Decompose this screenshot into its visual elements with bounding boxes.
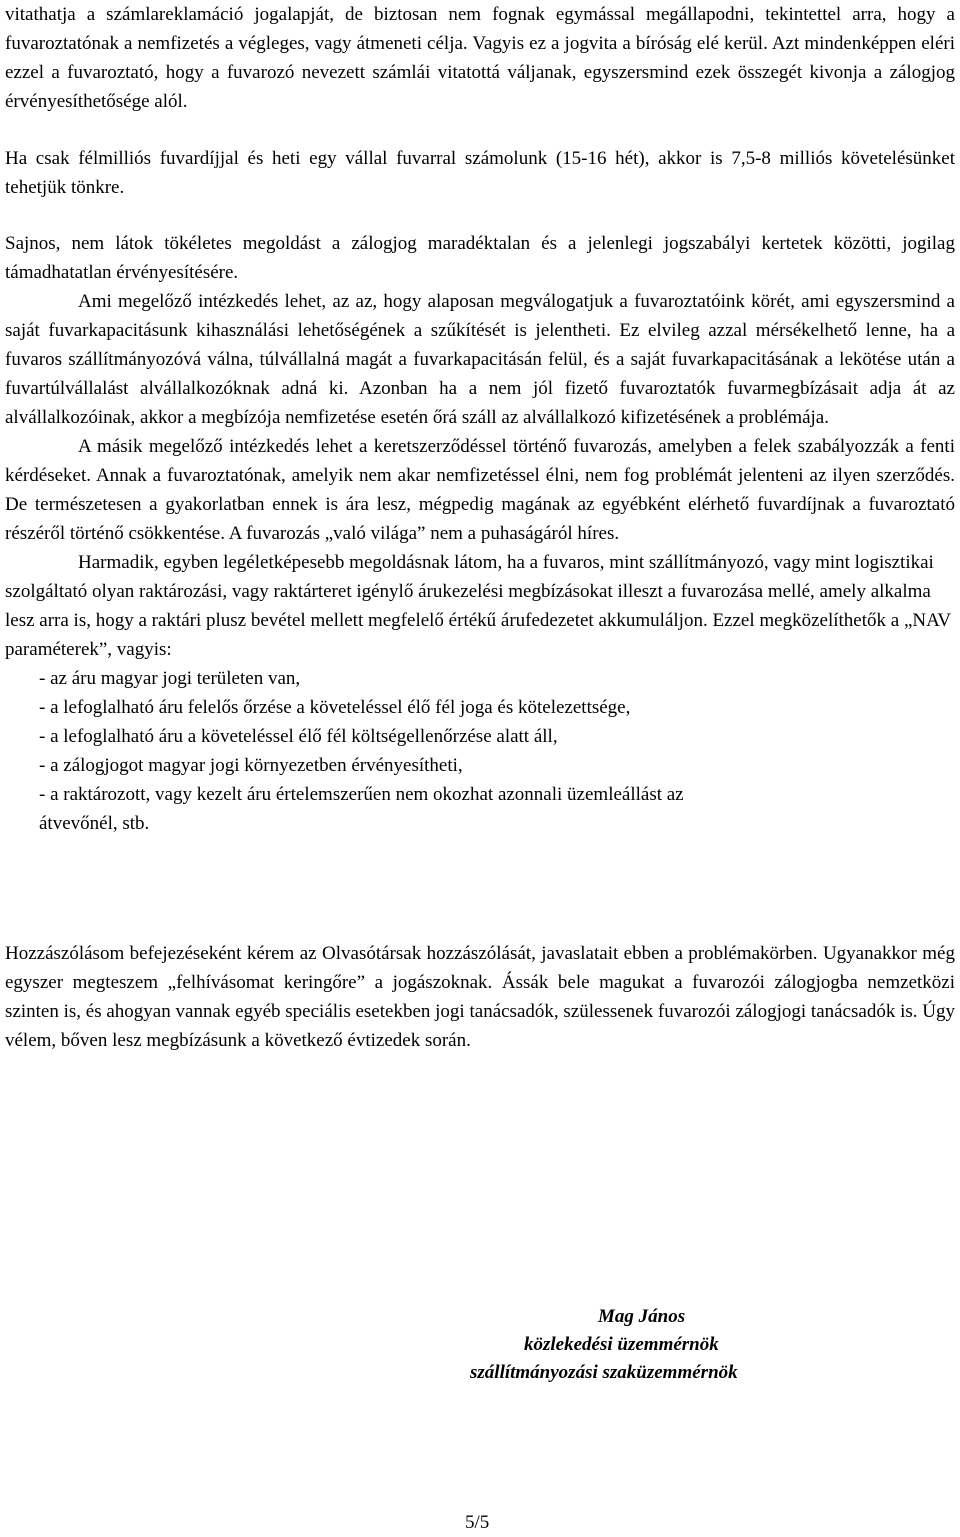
- list-item: - az áru magyar jogi területen van,: [39, 668, 301, 689]
- author-name: Mag János: [598, 1306, 686, 1327]
- paragraph-2: Ha csak félmilliós fuvardíjjal és heti egy vállal fuvarral számolunk (15-16 hét), akkor is 7,5-8 milliós követelésünket tehetjük tönkre.: [5, 148, 955, 198]
- list-item: - a lefoglalható áru a követeléssel élő fél költségellenőrzése alatt áll,: [39, 726, 558, 747]
- paragraph-5: A másik megelőző intézkedés lehet a keretszerződéssel történő fuvarozás, amelyben a felek szabályozzák a fenti kérdéseket. Annak a fuvaroztatónak, amelyik nem akar nemfizetéssel élni, nem fog problémát jelenteni az ilyen szerződés. De természetesen a gyakorlatban ennek is ára lesz, mégpedig magának az egyébként elérhető fuvardíjnak a fuvaroztató részéről történő csökkentése. A fuvarozás „való világa” nem a puhaságáról híres.: [5, 436, 955, 544]
- list-item: - a raktározott, vagy kezelt áru értelemszerűen nem okozhat azonnali üzemleállást az: [39, 784, 684, 805]
- list-item-continuation: átvevőnél, stb.: [39, 813, 150, 834]
- paragraph-4: Ami megelőző intézkedés lehet, az az, hogy alaposan megválogatjuk a fuvaroztatóink körét, ami egyszersmind a saját fuvarkapacitásunk kihasználási lehetőségének a szűkítését is jelentheti. Ez elvileg azzal mérsékelhető lenne, ha a fuvaros szállítmányozóvá válna, túlvállalná magát a fuvarkapacitásán felül, és a saját fuvarkapacitásának a lekötése után a fuvartúlvállalást alvállalkozóknak adná ki. Azonban ha a nem jól fizető fuvaroztatók fuvarmegbízásait adja át az alvállalkozóinak, akkor a megbízója nemfizetése esetén őrá száll az alvállalkozó kifizetésének a problémája.: [5, 291, 955, 428]
- author-title-1: közlekedési üzemmérnök: [524, 1334, 719, 1355]
- paragraph-6: Harmadik, egyben legéletképesebb megoldásnak látom, ha a fuvaros, mint szállítmányozó, vagy mint logisztikai szolgáltató olyan raktározási, vagy raktárteret igénylő árukezelési megbízásokat illeszt a fuvarozása mellé, amely alkalma lesz arra is, hogy a raktári plusz bevétel mellett megfelelő értékű árufedezetet akkumuláljon. Ezzel megközelíthetők a „NAV paraméterek”, vagyis:: [5, 552, 951, 660]
- nav-parameters-list: [5, 664, 955, 838]
- list-item: - a lefoglalható áru felelős őrzése a követeléssel élő fél joga és kötelezettsége,: [39, 697, 631, 718]
- paragraph-3: Sajnos, nem látok tökéletes megoldást a zálogjog maradéktalan és a jelenlegi jogszabályi kertetek közötti, jogilag támadhatatlan érvényesítésére.: [5, 233, 955, 283]
- paragraph-1: vitathatja a számlareklamáció jogalapját, de biztosan nem fognak egymással megállapodni, tekintettel arra, hogy a fuvaroztatónak a nemfizetés a végleges, vagy átmeneti célja. Vagyis ez a jogvita a bíróság elé kerül. Azt mindenképpen eléri ezzel a fuvaroztató, hogy a fuvarozó nevezett számlái vitatottá váljanak, egyszersmind ezek összegét kivonja a zálogjog érvényesíthetősége alól.: [5, 4, 955, 112]
- paragraph-closing: Hozzászólásom befejezéseként kérem az Olvasótársak hozzászólását, javaslatait ebben a problémakörben. Ugyanakkor még egyszer megteszem „felhívásomat keringőre” a jogászoknak. Ássák bele magukat a fuvarozói zálogjogba nemzetközi szinten is, és ahogyan vannak egyéb speciális esetekben jogi tanácsadók, szülessenek fuvarozói zálogjogi tanácsadók is. Úgy vélem, bőven lesz megbízásunk a következő évtizedek során.: [5, 943, 955, 1051]
- signature-block: [0, 1303, 960, 1387]
- author-title-2: szállítmányozási szaküzemmérnök: [470, 1362, 738, 1383]
- document-page: [5, 0, 955, 1055]
- page-number: 5/5: [465, 1512, 490, 1533]
- list-item: - a zálogjogot magyar jogi környezetben érvényesítheti,: [39, 755, 463, 776]
